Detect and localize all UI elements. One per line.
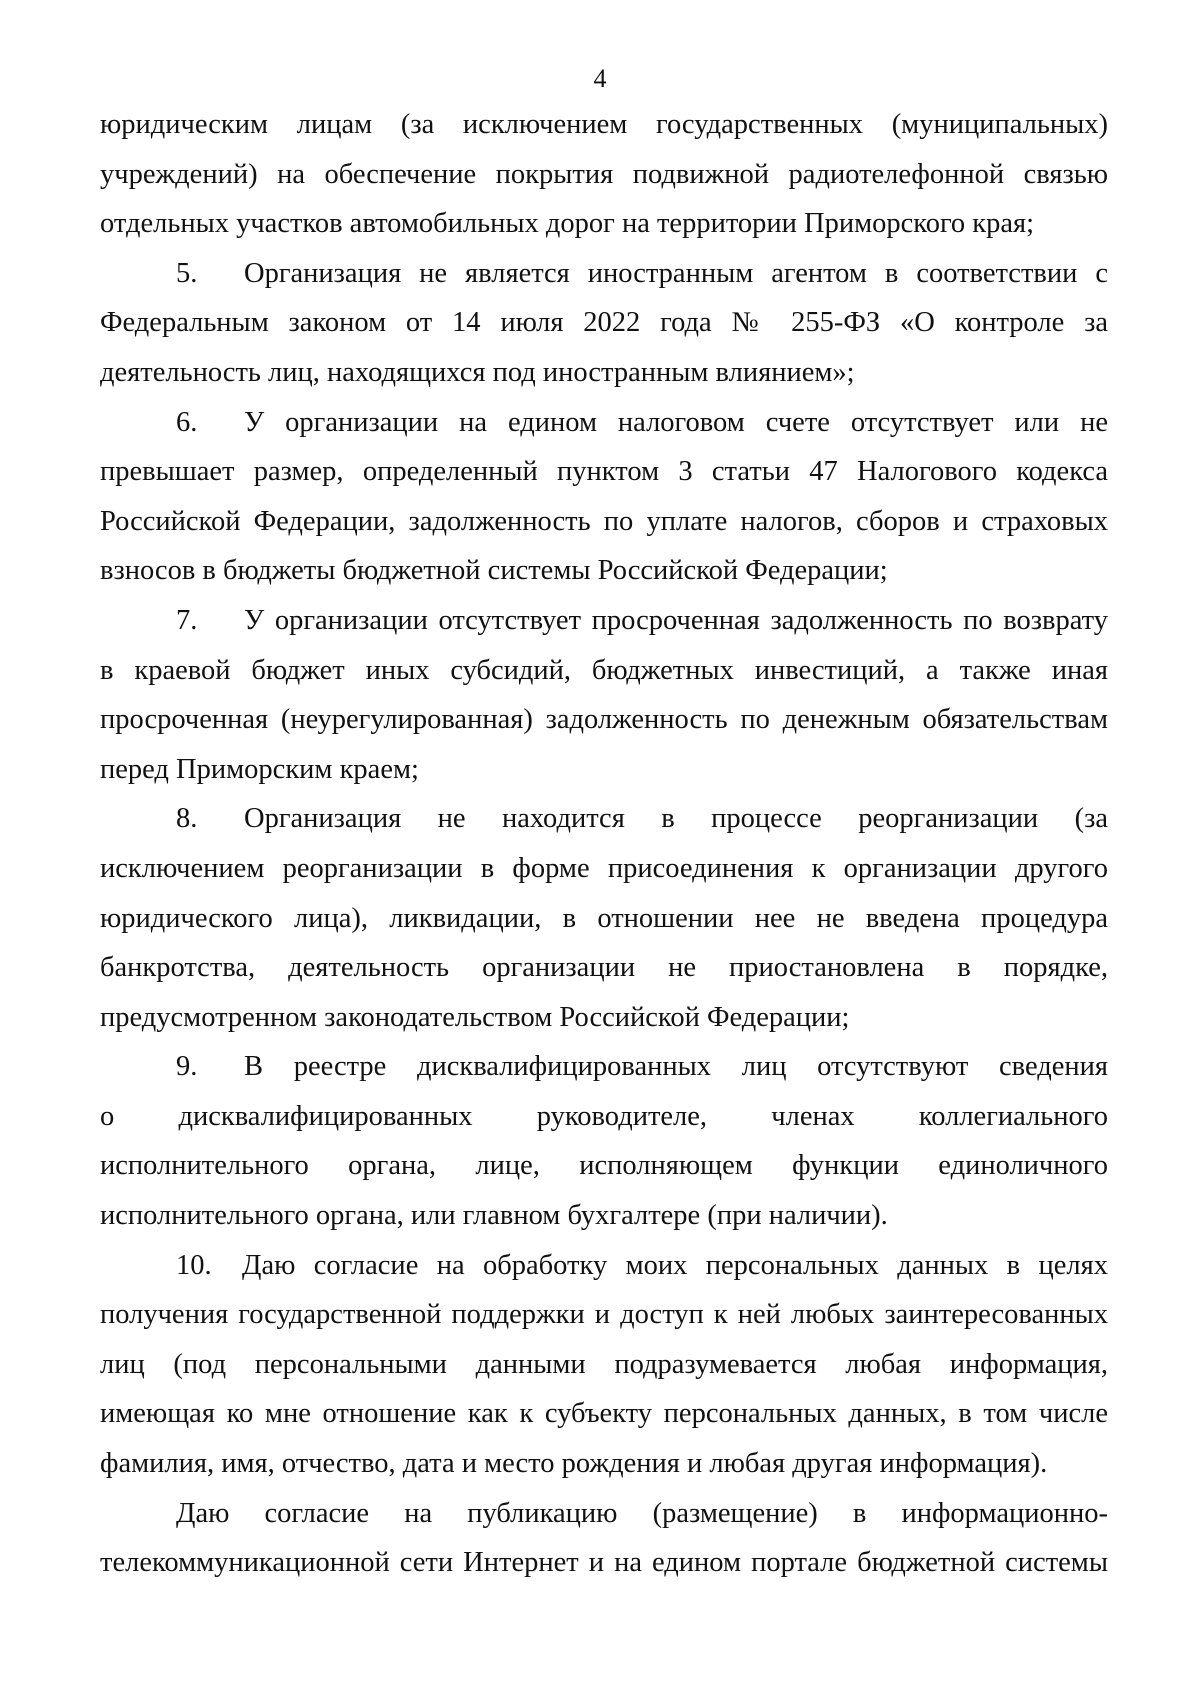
text-line: Даю согласие на публикацию (размещение) в информационно-	[176, 1497, 1108, 1529]
text-line: о дисквалифицированных руководителе, членах коллегиального	[100, 1100, 1108, 1132]
item-number: 9.	[176, 1051, 198, 1083]
text-line: в краевой бюджет иных субсидий, бюджетных инвестиций, а также иная	[100, 654, 1108, 686]
text-line: исполнительного органа, лице, исполняющем функции единоличного	[100, 1150, 1108, 1182]
item-number: 8.	[176, 803, 198, 835]
text-line-first	[100, 398, 1108, 448]
text-line: банкротства, деятельность организации не приостановлена в порядке,	[100, 952, 1108, 984]
text-line: перед Приморским краем;	[100, 753, 419, 785]
page-number: 4	[593, 64, 607, 93]
text-line: юридического лица), ликвидации, в отношении нее не введена процедура	[100, 902, 1108, 934]
text-line-first	[100, 1241, 1108, 1291]
text-line: Российской Федерации, задолженность по уплате налогов, сборов и страховых	[100, 505, 1108, 537]
item-number: 6.	[176, 406, 198, 438]
list-item-6	[100, 398, 1108, 596]
text-line-first	[100, 249, 1108, 299]
text-line: юридическим лицам (за исключением государственных (муниципальных)	[100, 109, 1108, 140]
list-item-9	[100, 1042, 1108, 1240]
document-body	[100, 100, 1108, 1588]
text-line: Даю согласие на обработку моих персональных данных в целях	[242, 1249, 1108, 1281]
text-line: превышает размер, определенный пунктом 3 статьи 47 Налогового кодекса	[100, 456, 1108, 488]
text-line: Федеральным законом от 14 июля 2022 года № 255-ФЗ «О контроле за	[100, 307, 1108, 339]
text-line: У организации отсутствует просроченная задолженность по возврату	[244, 604, 1108, 636]
text-line-first	[100, 794, 1108, 844]
text-line: У организации на едином налоговом счете отсутствует или не	[244, 406, 1108, 438]
text-line-first	[100, 1042, 1108, 1092]
text-line: В реестре дисквалифицированных лиц отсутствуют сведения	[244, 1051, 1108, 1083]
text-line: телекоммуникационной сети Интернет и на едином портале бюджетной системы	[100, 1547, 1108, 1579]
text-line: просроченная (неурегулированная) задолженность по денежным обязательствам	[100, 704, 1108, 736]
text-line: Организация не находится в процессе реорганизации (за	[244, 803, 1108, 835]
text-line: предусмотренном законодательством Российской Федерации;	[100, 1001, 850, 1033]
text-line: отдельных участков автомобильных дорог на территории Приморского края;	[100, 208, 1035, 240]
list-item-7	[100, 596, 1108, 794]
item-number: 10.	[176, 1249, 212, 1281]
text-line: лиц (под персональными данными подразумевается любая информация,	[100, 1348, 1108, 1380]
text-line: исполнительного органа, или главном бухгалтере (при наличии).	[100, 1200, 888, 1232]
text-line: деятельность лиц, находящихся под иностранным влиянием»;	[100, 356, 855, 388]
item-number: 7.	[176, 604, 198, 636]
text-line: получения государственной поддержки и доступ к ней любых заинтересованных	[100, 1299, 1108, 1331]
paragraph-consent-publication	[100, 1489, 1108, 1588]
text-line: учреждений) на обеспечение покрытия подвижной радиотелефонной связью	[100, 158, 1108, 190]
text-line: фамилия, имя, отчество, дата и место рождения и любая другая информация).	[100, 1448, 1048, 1480]
text-line: взносов в бюджеты бюджетной системы Российской Федерации;	[100, 555, 888, 587]
text-line: исключением реорганизации в форме присоединения к организации другого	[100, 852, 1108, 884]
list-item-8	[100, 794, 1108, 1042]
text-line-first	[100, 596, 1108, 646]
list-item-10	[100, 1241, 1108, 1489]
paragraph-continuation	[100, 100, 1108, 249]
item-number: 5.	[176, 257, 198, 289]
text-line: имеющая ко мне отношение как к субъекту персональных данных, в том числе	[100, 1398, 1108, 1430]
list-item-5	[100, 249, 1108, 398]
text-line: Организация не является иностранным агентом в соответствии с	[244, 257, 1108, 289]
